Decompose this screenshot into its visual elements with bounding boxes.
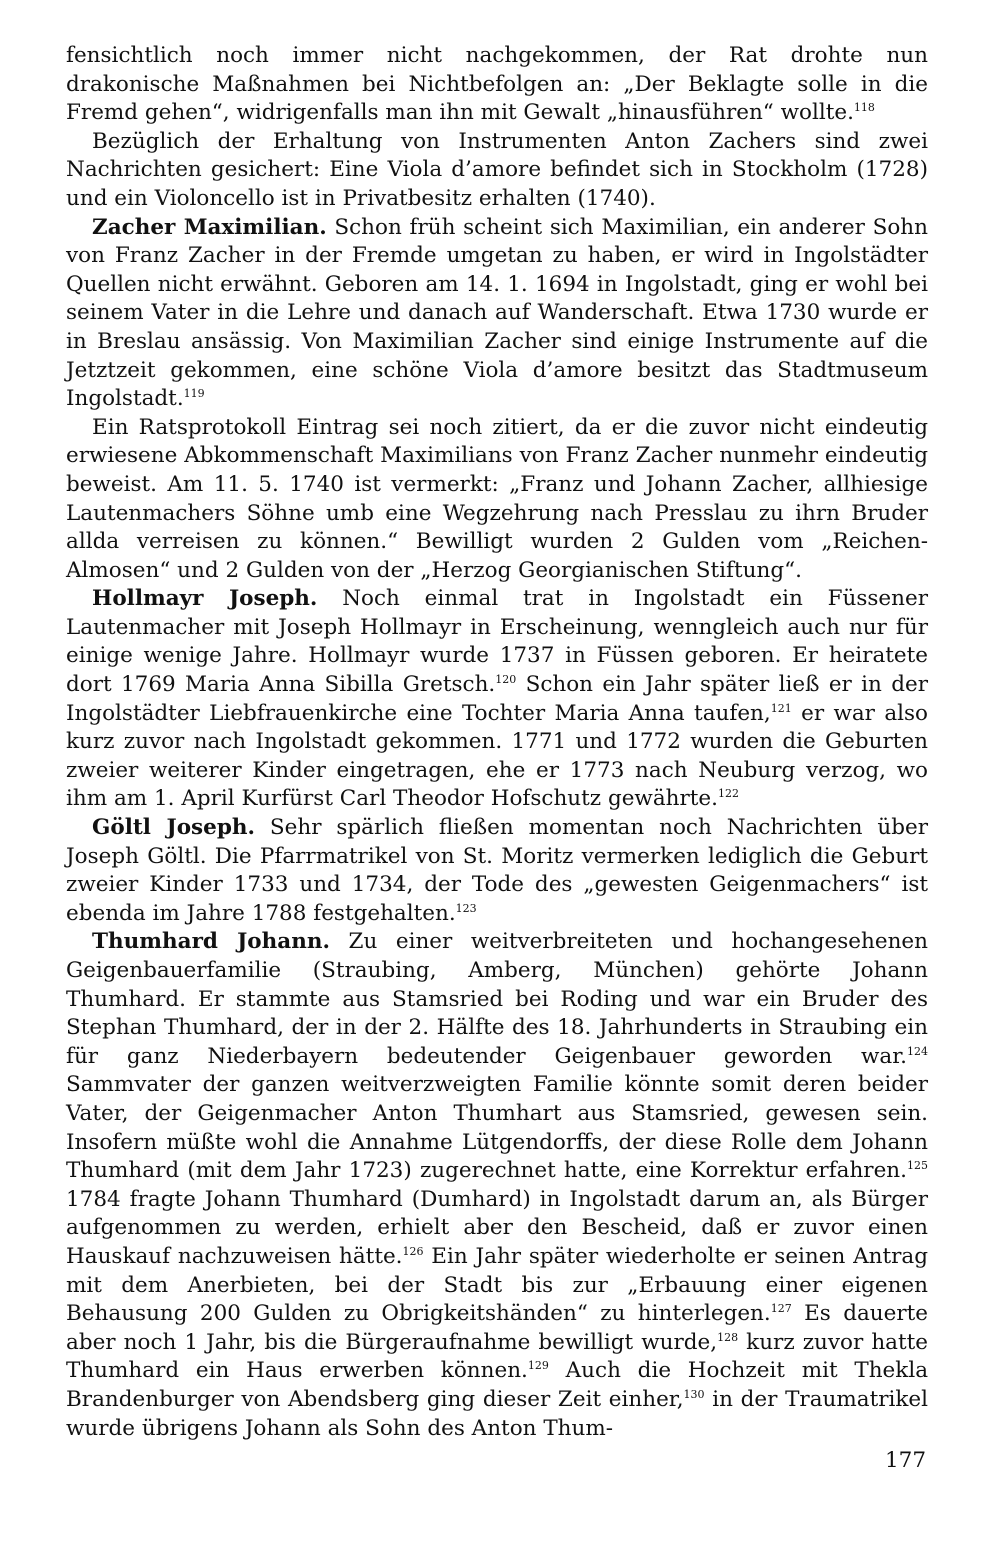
footnote-marker: 130 <box>683 1387 705 1401</box>
footnote-marker: 122 <box>717 787 739 801</box>
footnote-marker: 119 <box>183 387 205 401</box>
footnote-marker: 125 <box>907 1159 928 1173</box>
footnote-marker: 121 <box>770 701 792 715</box>
paragraph-text: Ein Ratsprotokoll Eintrag sei noch zitiert, da er die zuvor nicht eindeutig erwiesene Abkommenschaft Maximilians von Franz Zacher nunmehr eindeutig beweist. Am 11. 5. 1740 ist vermerkt: „Franz und Johann Zacher, allhiesige Lautenmachers Söhne umb eine Wegzehrung nach Presslau zu ihrn Bruder allda verreisen zu können.“ Bewilligt wurden 2 Gulden vom „Reichen-Almosen“ und 2 Gulden von der „Herzog Georgianischen Stiftung“. <box>66 414 928 583</box>
footnote-marker: 129 <box>527 1359 549 1373</box>
paragraph <box>66 928 928 1443</box>
entry-heading: Hollmayr Joseph. <box>92 586 318 612</box>
paragraph <box>66 585 928 814</box>
paragraph-text: Sehr spärlich fließen momentan noch Nachrichten über Joseph Göltl. Die Pfarrmatrikel von St. Moritz vermerken lediglich die Geburt zweier Kinder 1733 und 1734, der Tode des „gewesten Geigenmachers“ ist ebenda im Jahre 1788 festgehalten. <box>66 815 928 926</box>
paragraph-text: Noch einmal trat in Ingolstadt ein Füssener Lautenmacher mit Joseph Hollmayr in Erscheinung, wenngleich auch nur für einige wenige Jahre. Hollmayr wurde 1737 in Füssen geboren. Er heiratete dort 1769 Maria Anna Sibilla Gretsch. <box>66 586 929 698</box>
paragraph-text: 1784 fragte Johann Thumhard (Dumhard) in Ingolstadt darum an, als Bürger aufgenommen zu werden, erhielt aber den Bescheid, daß er zuvor einen Hauskauf nachzuweisen hätte. <box>66 1186 928 1269</box>
paragraph-text: Bezüglich der Erhaltung von Instrumenten Anton Zachers sind zwei Nachrichten gesichert: Eine Viola d’amore befindet sich in Stockholm (1728) und ein Violoncello ist in Privatbesitz erhalten (1740). <box>66 128 928 211</box>
entry-heading: Thumhard Johann. <box>92 929 330 955</box>
footnote-marker: 128 <box>717 1330 739 1344</box>
paragraph <box>66 414 928 586</box>
paragraph <box>66 128 928 214</box>
footnote-marker: 123 <box>455 901 477 915</box>
paragraph-text: Es dauerte aber noch 1 Jahr, bis die Bürgeraufnahme bewilligt wurde, <box>66 1301 928 1355</box>
page-body <box>66 42 928 1443</box>
paragraph-text: kurz zuvor hatte Thumhard ein Haus erwerben können. <box>66 1329 928 1384</box>
footnote-marker: 126 <box>402 1244 424 1258</box>
footnote-marker: 127 <box>770 1302 792 1316</box>
paragraph-text: er war also kurz zuvor nach Ingolstadt gekommen. 1771 und 1772 wurden die Geburten zweier weiterer Kinder eingetragen, ehe er 1773 nach Neuburg verzog, wo ihm am 1. April Kurfürst Carl Theodor Hofschutz gewährte. <box>66 700 928 812</box>
paragraph-text: Schon ein Jahr später ließ er in der Ingolstädter Liebfrauenkirche eine Tochter Maria Anna taufen, <box>66 672 929 726</box>
paragraph <box>66 42 928 128</box>
paragraph <box>66 214 928 414</box>
paragraph-text: fensichtlich noch immer nicht nachgekommen, der Rat drohte nun drakonische Maßnahmen bei Nichtbefolgen an: „Der Beklagte solle in die Fremd gehen“, widrigenfalls man ihn mit Gewalt „hinausführen“ wollte. <box>66 43 928 126</box>
entry-heading: Göltl Joseph. <box>92 815 255 841</box>
footnote-marker: 118 <box>853 101 875 115</box>
footnote-marker: 124 <box>907 1044 928 1058</box>
entry-heading: Zacher Maximilian. <box>92 214 327 240</box>
paragraph-text: in der Traumatrikel wurde übrigens Johann als Sohn des Anton Thum- <box>66 1386 928 1441</box>
paragraph-text: Sammvater der ganzen weitverzweigten Familie könnte somit deren beider Vater, der Geigenmacher Anton Thumhart aus Stamsried, gewesen sein. Insofern müßte wohl die Annahme Lütgendorffs, der diese Rolle dem Johann Thumhard (mit dem Jahr 1723) zugerechnet hatte, eine Korrektur erfahren. <box>66 1072 928 1184</box>
footnote-marker: 120 <box>495 673 517 687</box>
paragraph-text: Schon früh scheint sich Maximilian, ein anderer Sohn von Franz Zacher in der Fremde umgetan zu haben, er wird in Ingolstädter Quellen nicht erwähnt. Geboren am 14. 1. 1694 in Ingolstadt, ging er wohl bei seinem Vater in die Lehre und danach auf Wanderschaft. Etwa 1730 wurde er in Breslau ansässig. Von Maximilian Zacher sind einige Instrumente auf die Jetztzeit gekommen, eine schöne Viola d’amore besitzt das Stadtmuseum Ingolstadt. <box>66 214 928 412</box>
paragraph-text: Ein Jahr später wiederholte er seinen Antrag mit dem Anerbieten, bei der Stadt bis zur „Erbauung einer eigenen Behausung 200 Gulden zu Obrigkeitshänden“ zu hinterlegen. <box>66 1243 928 1327</box>
paragraph-text: Zu einer weitverbreiteten und hochangesehenen Geigenbauerfamilie (Straubing, Amberg, München) gehörte Johann Thumhard. Er stammte aus Stamsried bei Roding und war ein Bruder des Stephan Thumhard, der in der 2. Hälfte des 18. Jahrhunderts in Straubing ein für ganz Niederbayern bedeutender Geigenbauer geworden war. <box>66 929 928 1069</box>
paragraph <box>66 814 928 928</box>
paragraph-text: Auch die Hochzeit mit Thekla Brandenburger von Abendsberg ging dieser Zeit einher, <box>66 1358 929 1412</box>
page-number: 177 <box>885 1448 927 1473</box>
